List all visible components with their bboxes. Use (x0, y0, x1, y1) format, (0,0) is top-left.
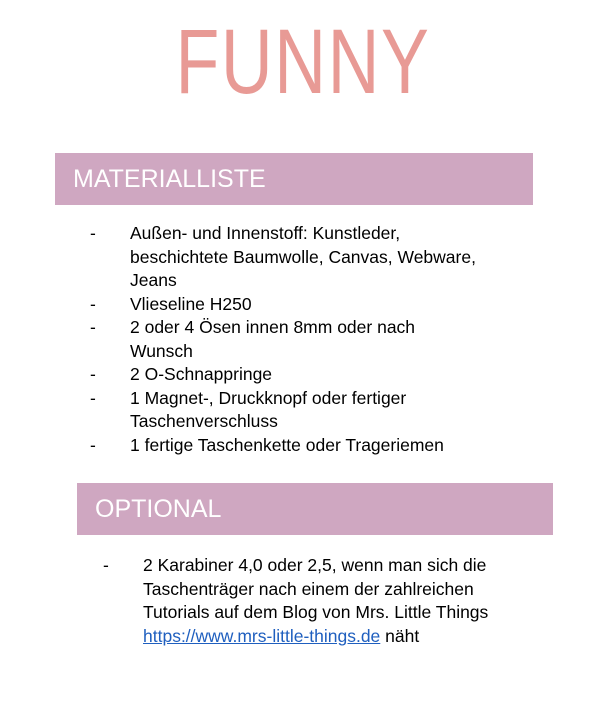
blog-link[interactable]: https://www.mrs-little-things.de (143, 625, 381, 646)
list-item: - 2 oder 4 Ösen innen 8mm oder nach Wunsch (90, 317, 416, 361)
list-item: - Vlieseline H250 (90, 293, 480, 317)
optional-item-text: 2 Karabiner 4,0 oder 2,5, wenn man sich die Taschenträger nach einem der zahlreichen Tutorials auf dem Blog von Mrs. Little Things (143, 555, 489, 622)
bullet-dash: - (90, 387, 96, 408)
optional-list (103, 554, 533, 648)
bullet-dash: - (103, 555, 109, 575)
bullet-dash: - (90, 317, 96, 337)
bullet-dash: - (90, 364, 96, 384)
bullet-dash: - (90, 293, 96, 314)
section-heading-optional: OPTIONAL (77, 483, 553, 535)
bullet-dash: - (90, 434, 96, 455)
section-heading-materialliste: MATERIALLISTE (55, 153, 533, 205)
optional-item-suffix: näht (385, 625, 420, 646)
list-item: - 1 fertige Taschenkette oder Trageriemen (90, 434, 480, 458)
list-item: - Außen- und Innenstoff: Kunstleder, beschichtete Baumwolle, Canvas, Webware, Jeans (90, 223, 476, 290)
list-item (103, 554, 533, 648)
bullet-dash: - (90, 223, 96, 243)
list-item: - 1 Magnet-, Druckknopf oder fertiger Taschenverschluss (90, 387, 407, 431)
material-list (90, 222, 480, 457)
page-title: FUNNY (175, 11, 431, 113)
list-item: - 2 O-Schnappringe (90, 363, 480, 387)
